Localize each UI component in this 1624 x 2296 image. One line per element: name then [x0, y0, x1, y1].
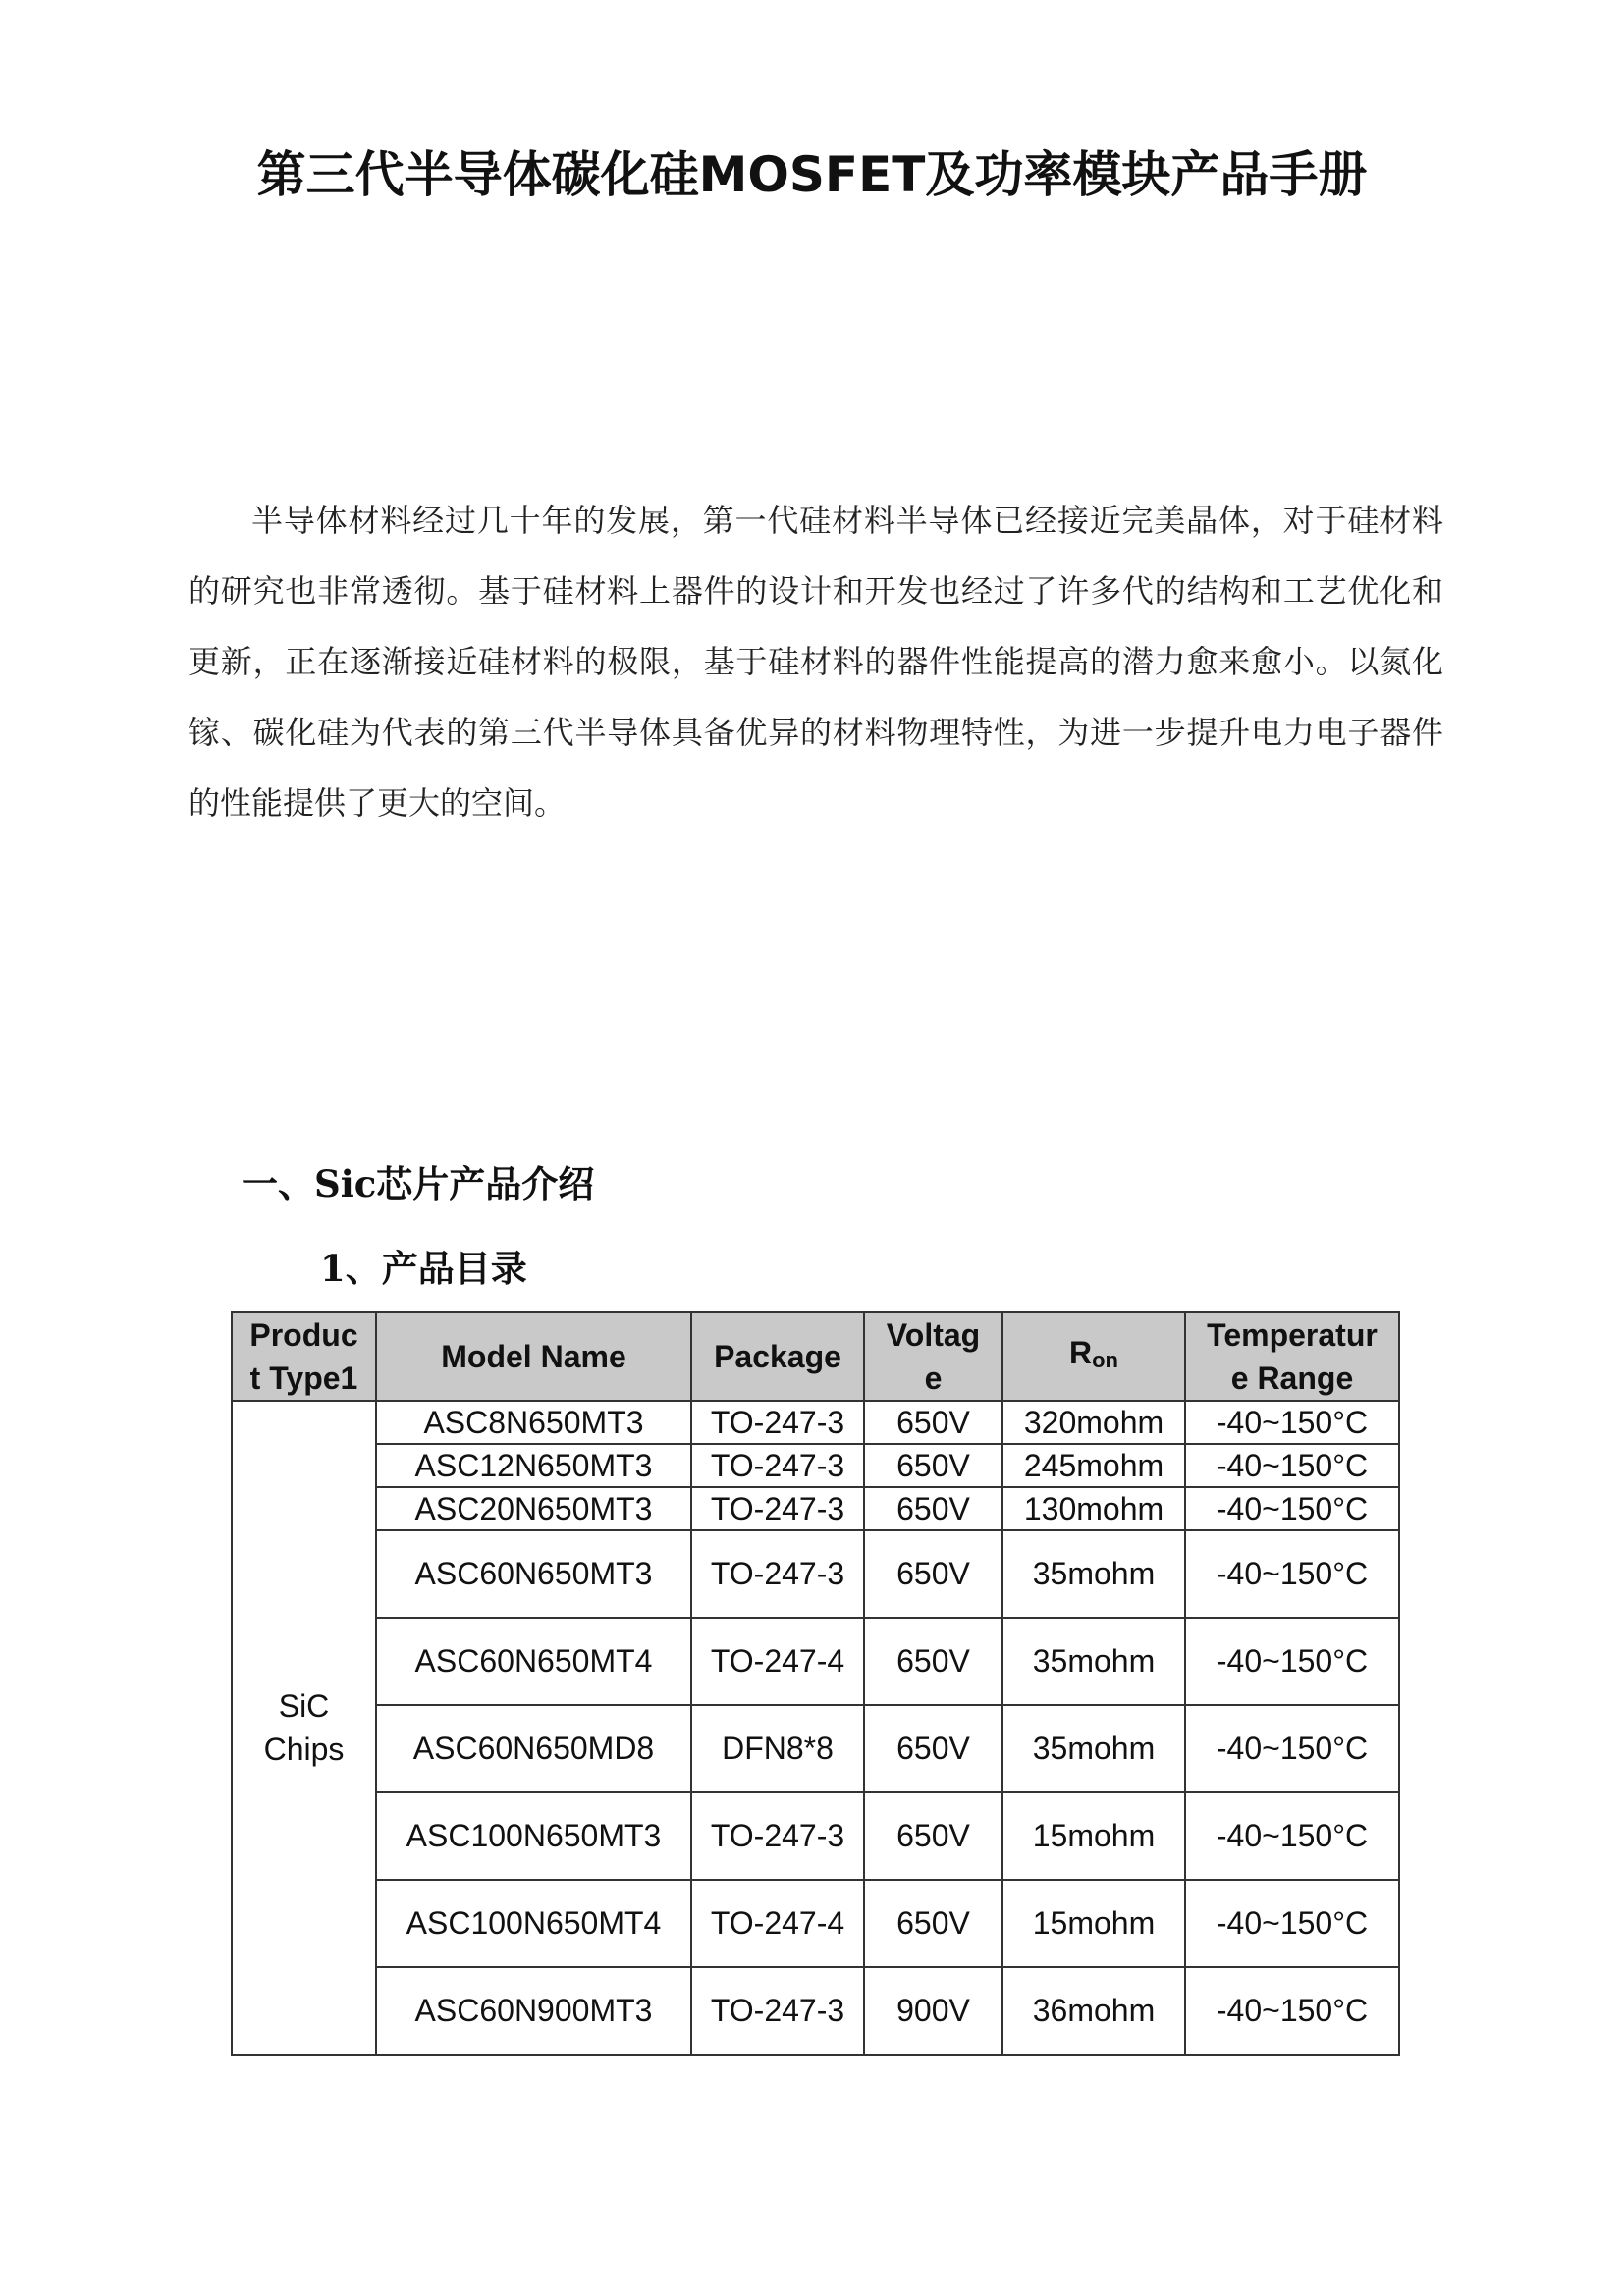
temp-cell: -40~150°C [1185, 1792, 1399, 1880]
temp-cell: -40~150°C [1185, 1487, 1399, 1530]
table-row [232, 1444, 1399, 1487]
package-cell: TO-247-3 [691, 1792, 864, 1880]
table-header-row [232, 1312, 1399, 1401]
ron-cell: 35mohm [1002, 1530, 1185, 1618]
ron-cell: 15mohm [1002, 1792, 1185, 1880]
model-cell: ASC12N650MT3 [376, 1444, 691, 1487]
temp-cell: -40~150°C [1185, 1880, 1399, 1967]
package-cell: TO-247-3 [691, 1444, 864, 1487]
voltage-cell: 650V [864, 1880, 1002, 1967]
package-cell: TO-247-3 [691, 1401, 864, 1444]
ron-cell: 320mohm [1002, 1401, 1185, 1444]
header-product-type: Produc t Type1 [232, 1312, 376, 1401]
header-package: Package [691, 1312, 864, 1401]
table-row [232, 1530, 1399, 1618]
package-cell: TO-247-3 [691, 1530, 864, 1618]
package-cell: TO-247-3 [691, 1967, 864, 2055]
voltage-cell: 650V [864, 1705, 1002, 1792]
temp-cell: -40~150°C [1185, 1530, 1399, 1618]
header-ron: $R_{on}$ [1002, 1312, 1185, 1401]
voltage-cell: 900V [864, 1967, 1002, 2055]
package-cell: TO-247-3 [691, 1487, 864, 1530]
intro-paragraph: 半导体材料经过几十年的发展，第一代硅材料半导体已经接近完美晶体，对于硅材料的研究也非常透彻。基于硅材料上器件的设计和开发也经过了许多代的结构和工艺优化和更新，正在逐渐接近硅材料的极限，基于硅材料的器件性能提高的潜力愈来愈小。以氮化镓、碳化硅为代表的第三代半导体具备优异的材料物理特性，为进一步提升电力电子器件的性能提供了更大的空间。 [189, 502, 1443, 822]
package-cell: TO-247-4 [691, 1880, 864, 1967]
ron-cell: 35mohm [1002, 1618, 1185, 1705]
table-row [232, 1792, 1399, 1880]
model-cell: ASC60N650MT4 [376, 1618, 691, 1705]
voltage-cell: 650V [864, 1618, 1002, 1705]
voltage-cell: 650V [864, 1530, 1002, 1618]
header-voltage: Voltag e [864, 1312, 1002, 1401]
product-type-cell: SiC Chips [232, 1401, 376, 2055]
ron-cell: 36mohm [1002, 1967, 1185, 2055]
header-model-name: Model Name [376, 1312, 691, 1401]
section-heading: 一、Sic芯片产品介绍 [242, 1162, 595, 1205]
voltage-cell: 650V [864, 1792, 1002, 1880]
voltage-cell: 650V [864, 1401, 1002, 1444]
ron-cell: 130mohm [1002, 1487, 1185, 1530]
temp-cell: -40~150°C [1185, 1401, 1399, 1444]
temp-cell: -40~150°C [1185, 1618, 1399, 1705]
sub-heading: 1、产品目录 [320, 1247, 527, 1290]
package-cell: TO-247-4 [691, 1618, 864, 1705]
model-cell: ASC60N650MT3 [376, 1530, 691, 1618]
voltage-cell: 650V [864, 1444, 1002, 1487]
header-temperature-range: Temperatur e Range [1185, 1312, 1399, 1401]
document-title: 第三代半导体碳化硅MOSFET及功率模块产品手册 [256, 146, 1368, 203]
model-cell: ASC100N650MT3 [376, 1792, 691, 1880]
voltage-cell: 650V [864, 1487, 1002, 1530]
table-row [232, 1401, 1399, 1444]
table-row [232, 1880, 1399, 1967]
table-row [232, 1618, 1399, 1705]
table-row [232, 1705, 1399, 1792]
table-row [232, 1487, 1399, 1530]
temp-cell: -40~150°C [1185, 1967, 1399, 2055]
model-cell: ASC60N900MT3 [376, 1967, 691, 2055]
temp-cell: -40~150°C [1185, 1444, 1399, 1487]
package-cell: DFN8*8 [691, 1705, 864, 1792]
model-cell: ASC60N650MD8 [376, 1705, 691, 1792]
model-cell: ASC8N650MT3 [376, 1401, 691, 1444]
ron-cell: 245mohm [1002, 1444, 1185, 1487]
model-cell: ASC20N650MT3 [376, 1487, 691, 1530]
ron-cell: 35mohm [1002, 1705, 1185, 1792]
temp-cell: -40~150°C [1185, 1705, 1399, 1792]
product-table [231, 1311, 1400, 2056]
ron-cell: 15mohm [1002, 1880, 1185, 1967]
table-row [232, 1967, 1399, 2055]
model-cell: ASC100N650MT4 [376, 1880, 691, 1967]
